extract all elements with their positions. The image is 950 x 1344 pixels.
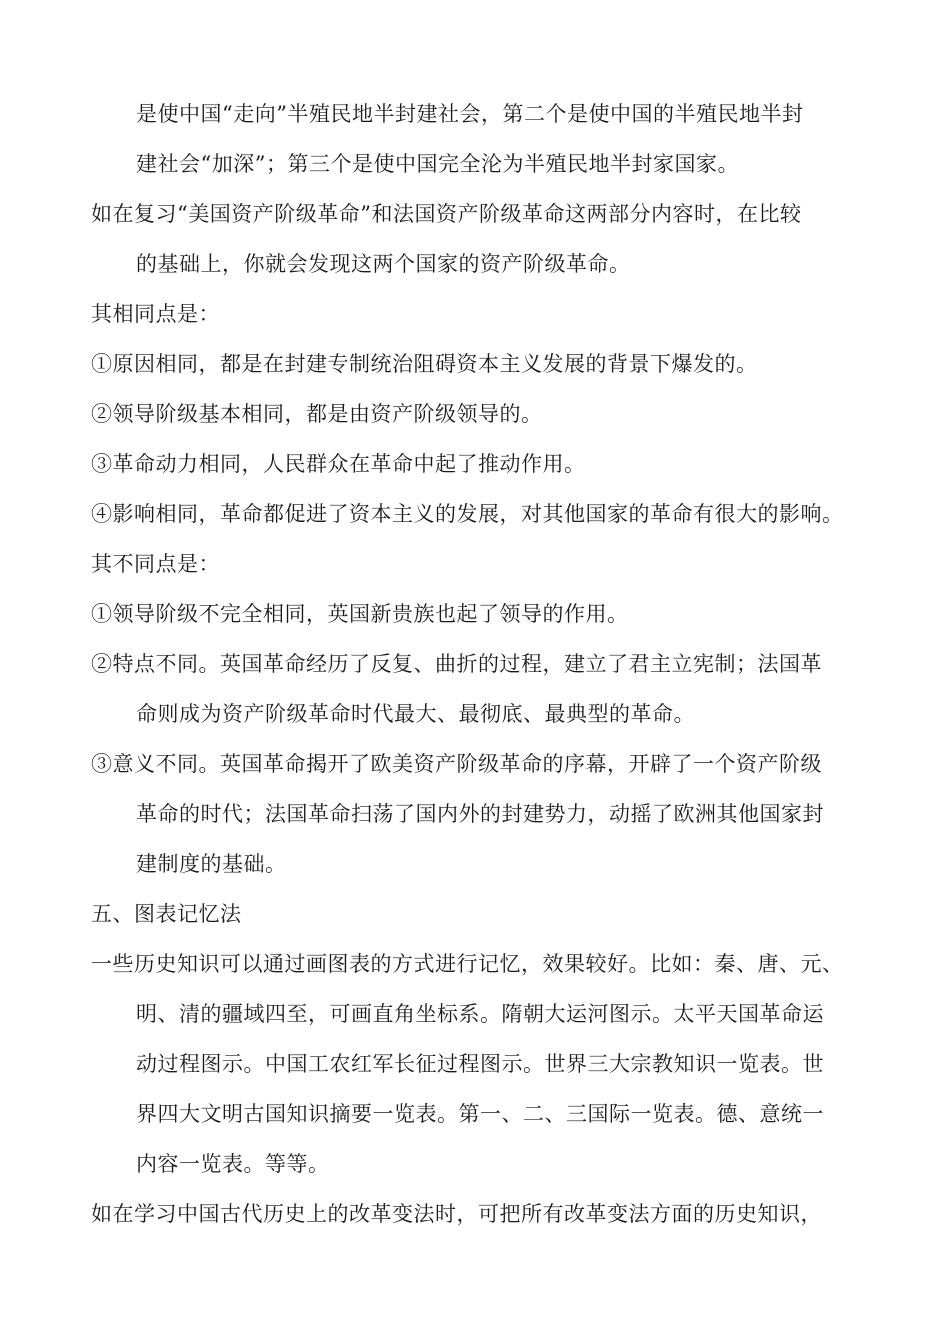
text-line: 动过程图示。中国工农红军长征过程图示。世界三大宗教知识一览表。世 bbox=[136, 1052, 824, 1076]
text-line: 如在复习“美国资产阶级革命”和法国资产阶级革命这两部分内容时，在比较 bbox=[91, 202, 802, 226]
list-item: ①领导阶级不完全相同，英国新贵族也起了领导的作用。 bbox=[91, 602, 629, 626]
text-line: 建制度的基础。 bbox=[136, 852, 287, 876]
text-line: 界四大文明古国知识摘要一览表。第一、二、三国际一览表。德、意统一 bbox=[136, 1102, 824, 1126]
text-line: 内容一览表。等等。 bbox=[136, 1152, 330, 1176]
list-item: ③革命动力相同，人民群众在革命中起了推动作用。 bbox=[91, 452, 586, 476]
text-line: 建社会“加深”；第三个是使中国完全沦为半殖民地半封家国家。 bbox=[136, 152, 739, 176]
text-line: 如在学习中国古代历史上的改革变法时，可把所有改革变法方面的历史知识， bbox=[91, 1202, 822, 1226]
list-item: ①原因相同，都是在封建专制统治阻碍资本主义发展的背景下爆发的。 bbox=[91, 352, 758, 376]
list-item: ②特点不同。英国革命经历了反复、曲折的过程，建立了君主立宪制；法国革 bbox=[91, 652, 822, 676]
text-line: 是使中国“走向”半殖民地半封建社会，第二个是使中国的半殖民地半封 bbox=[136, 102, 804, 126]
list-item: ③意义不同。英国革命揭开了欧美资产阶级革命的序幕，开辟了一个资产阶级 bbox=[91, 752, 822, 776]
list-item: ②领导阶级基本相同，都是由资产阶级领导的。 bbox=[91, 402, 543, 426]
section-title: 五、图表记忆法 bbox=[91, 902, 242, 926]
section-heading: 其相同点是： bbox=[91, 302, 220, 326]
text-line: 命则成为资产阶级革命时代最大、最彻底、最典型的革命。 bbox=[136, 702, 695, 726]
text-line: 明、清的疆域四至，可画直角坐标系。隋朝大运河图示。太平天国革命运 bbox=[136, 1002, 824, 1026]
text-line: 革命的时代；法国革命扫荡了国内外的封建势力，动摇了欧洲其他国家封 bbox=[136, 802, 824, 826]
section-heading: 其不同点是： bbox=[91, 552, 220, 576]
list-item: ④影响相同，革命都促进了资本主义的发展，对其他国家的革命有很大的影响。 bbox=[91, 502, 844, 526]
text-line: 的基础上，你就会发现这两个国家的资产阶级革命。 bbox=[136, 252, 631, 276]
text-line: 一些历史知识可以通过画图表的方式进行记忆，效果较好。比如：秦、唐、元、 bbox=[91, 952, 844, 976]
